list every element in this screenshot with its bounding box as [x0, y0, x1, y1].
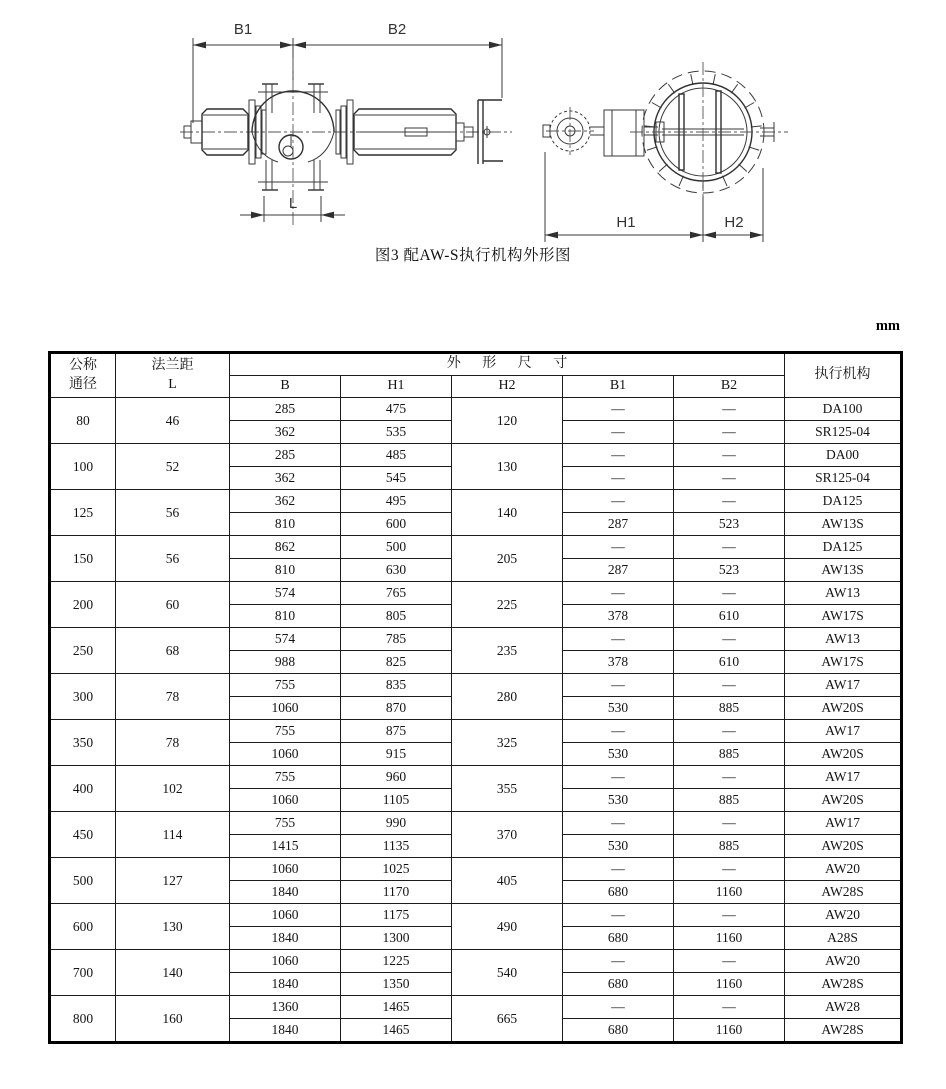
header-dn-line1: 公称: [69, 358, 97, 374]
dn-cell: 100: [50, 444, 116, 490]
h2-cell: 325: [452, 720, 563, 766]
h1-cell: 1175: [341, 904, 452, 927]
b1-cell: —: [563, 996, 674, 1019]
b-cell: 1060: [230, 697, 341, 720]
h2-cell: 405: [452, 858, 563, 904]
table-row: [50, 536, 902, 559]
b2-cell: 1160: [674, 973, 785, 996]
table-row: [50, 812, 902, 835]
h1-cell: 870: [341, 697, 452, 720]
table-row: [50, 720, 902, 743]
b1-cell: 680: [563, 1019, 674, 1043]
actuator-cell: AW28: [785, 996, 902, 1019]
actuator-cell: AW20: [785, 858, 902, 881]
dn-cell: 125: [50, 490, 116, 536]
b-cell: 810: [230, 605, 341, 628]
b1-cell: —: [563, 467, 674, 490]
b1-cell: 287: [563, 513, 674, 536]
actuator-cell: A28S: [785, 927, 902, 950]
actuator-cell: AW13: [785, 582, 902, 605]
b-cell: 755: [230, 766, 341, 789]
actuator-cell: AW17: [785, 720, 902, 743]
actuator-cell: AW20: [785, 904, 902, 927]
b2-cell: —: [674, 766, 785, 789]
b1-cell: —: [563, 812, 674, 835]
actuator-cell: AW17: [785, 812, 902, 835]
actuator-cell: AW28S: [785, 881, 902, 904]
flange-cell: 114: [116, 812, 230, 858]
dim-h2-label: H2: [724, 214, 744, 231]
table-row: [50, 858, 902, 881]
b1-cell: —: [563, 628, 674, 651]
table-row: [50, 398, 902, 421]
flange-cell: 127: [116, 858, 230, 904]
dim-b1-label: B1: [233, 21, 253, 38]
b2-cell: —: [674, 628, 785, 651]
b-cell: 1060: [230, 789, 341, 812]
h2-cell: 140: [452, 490, 563, 536]
b-cell: 362: [230, 467, 341, 490]
header-dn-line2: 通径: [69, 376, 97, 392]
actuator-cell: AW13S: [785, 513, 902, 536]
h1-cell: 765: [341, 582, 452, 605]
dn-cell: 400: [50, 766, 116, 812]
b1-cell: —: [563, 950, 674, 973]
b2-cell: —: [674, 720, 785, 743]
b1-cell: 680: [563, 927, 674, 950]
dn-cell: 500: [50, 858, 116, 904]
side-view-drawing: [180, 21, 512, 228]
h1-cell: 1300: [341, 927, 452, 950]
actuator-cell: AW17S: [785, 605, 902, 628]
actuator-cell: AW13S: [785, 559, 902, 582]
b-cell: 1840: [230, 1019, 341, 1043]
h2-cell: 235: [452, 628, 563, 674]
h1-cell: 1350: [341, 973, 452, 996]
figure-caption: 图3 配AW-S执行机构外形图: [374, 247, 572, 264]
b2-cell: —: [674, 674, 785, 697]
table-row: [50, 950, 902, 973]
b-cell: 755: [230, 674, 341, 697]
b-cell: 1060: [230, 743, 341, 766]
b2-cell: —: [674, 421, 785, 444]
dn-cell: 200: [50, 582, 116, 628]
h2-cell: 120: [452, 398, 563, 444]
b1-cell: —: [563, 490, 674, 513]
b2-cell: 885: [674, 697, 785, 720]
actuator-cell: SR125-04: [785, 467, 902, 490]
flange-cell: 52: [116, 444, 230, 490]
flange-cell: 160: [116, 996, 230, 1043]
dn-cell: 350: [50, 720, 116, 766]
h1-cell: 630: [341, 559, 452, 582]
b1-cell: —: [563, 398, 674, 421]
b1-cell: 530: [563, 697, 674, 720]
b1-cell: 378: [563, 651, 674, 674]
b1-cell: —: [563, 720, 674, 743]
b2-cell: 885: [674, 835, 785, 858]
b-cell: 574: [230, 628, 341, 651]
b-cell: 362: [230, 490, 341, 513]
flange-cell: 68: [116, 628, 230, 674]
actuator-cell: AW17S: [785, 651, 902, 674]
b-cell: 1840: [230, 881, 341, 904]
b1-cell: —: [563, 421, 674, 444]
b2-cell: —: [674, 444, 785, 467]
dim-l-label: L: [288, 195, 298, 212]
header-flange-line1: 法兰距: [151, 358, 194, 374]
flange-cell: 46: [116, 398, 230, 444]
dn-cell: 150: [50, 536, 116, 582]
actuator-cell: DA125: [785, 536, 902, 559]
actuator-cell: SR125-04: [785, 421, 902, 444]
dn-cell: 450: [50, 812, 116, 858]
header-nominal-diameter: [50, 353, 116, 398]
h1-cell: 825: [341, 651, 452, 674]
actuator-cell: AW28S: [785, 1019, 902, 1043]
b2-cell: 1160: [674, 927, 785, 950]
header-outline-dimensions: 外 形 尺 寸: [230, 353, 785, 376]
h1-cell: 1465: [341, 1019, 452, 1043]
flange-cell: 78: [116, 674, 230, 720]
b1-cell: 680: [563, 881, 674, 904]
h1-cell: 535: [341, 421, 452, 444]
b-cell: 862: [230, 536, 341, 559]
h1-cell: 990: [341, 812, 452, 835]
units-label: mm: [875, 318, 900, 334]
b1-cell: —: [563, 904, 674, 927]
b-cell: 988: [230, 651, 341, 674]
actuator-cell: AW28S: [785, 973, 902, 996]
flange-cell: 56: [116, 536, 230, 582]
end-view-drawing: [543, 62, 788, 242]
h1-cell: 545: [341, 467, 452, 490]
b-cell: 574: [230, 582, 341, 605]
b1-cell: 530: [563, 789, 674, 812]
actuator-cell: DA125: [785, 490, 902, 513]
h2-cell: 205: [452, 536, 563, 582]
b-cell: 285: [230, 444, 341, 467]
b-cell: 1840: [230, 927, 341, 950]
dn-cell: 800: [50, 996, 116, 1043]
h1-cell: 1170: [341, 881, 452, 904]
actuator-cell: AW20S: [785, 789, 902, 812]
h1-cell: 960: [341, 766, 452, 789]
b2-cell: —: [674, 996, 785, 1019]
b1-cell: —: [563, 536, 674, 559]
header-col-b: B: [230, 376, 341, 398]
b1-cell: 680: [563, 973, 674, 996]
table-row: [50, 628, 902, 651]
flange-cell: 56: [116, 490, 230, 536]
actuator-cell: DA100: [785, 398, 902, 421]
h1-cell: 835: [341, 674, 452, 697]
actuator-cell: AW17: [785, 766, 902, 789]
b-cell: 755: [230, 720, 341, 743]
actuator-cell: AW20: [785, 950, 902, 973]
table-row: [50, 996, 902, 1019]
h1-cell: 875: [341, 720, 452, 743]
b-cell: 810: [230, 513, 341, 536]
h2-cell: 665: [452, 996, 563, 1043]
b2-cell: —: [674, 582, 785, 605]
b1-cell: 287: [563, 559, 674, 582]
b2-cell: 1160: [674, 881, 785, 904]
table-header-row-1: [50, 353, 902, 376]
b2-cell: —: [674, 904, 785, 927]
h1-cell: 1025: [341, 858, 452, 881]
actuator-cell: DA00: [785, 444, 902, 467]
b2-cell: —: [674, 490, 785, 513]
dimensions-table: [48, 351, 903, 1044]
b2-cell: 523: [674, 513, 785, 536]
dim-h1-label: H1: [616, 214, 636, 231]
b2-cell: 885: [674, 789, 785, 812]
b2-cell: 610: [674, 651, 785, 674]
dn-cell: 80: [50, 398, 116, 444]
dim-b2-label: B2: [387, 21, 407, 38]
b2-cell: 523: [674, 559, 785, 582]
flange-cell: 102: [116, 766, 230, 812]
table-row: [50, 444, 902, 467]
header-col-b1: B1: [563, 376, 674, 398]
table-row: [50, 674, 902, 697]
b-cell: 1060: [230, 904, 341, 927]
b1-cell: 378: [563, 605, 674, 628]
b1-cell: —: [563, 444, 674, 467]
flange-cell: 140: [116, 950, 230, 996]
table-row: [50, 904, 902, 927]
dn-cell: 700: [50, 950, 116, 996]
b-cell: 1360: [230, 996, 341, 1019]
table-row: [50, 766, 902, 789]
b1-cell: —: [563, 766, 674, 789]
h2-cell: 540: [452, 950, 563, 996]
b-cell: 1840: [230, 973, 341, 996]
b2-cell: —: [674, 950, 785, 973]
b-cell: 285: [230, 398, 341, 421]
b1-cell: 530: [563, 835, 674, 858]
b-cell: 810: [230, 559, 341, 582]
flange-cell: 130: [116, 904, 230, 950]
header-flange-distance: [116, 353, 230, 398]
header-col-h2: H2: [452, 376, 563, 398]
h1-cell: 495: [341, 490, 452, 513]
h1-cell: 1105: [341, 789, 452, 812]
b2-cell: —: [674, 536, 785, 559]
h1-cell: 485: [341, 444, 452, 467]
b2-cell: —: [674, 812, 785, 835]
h1-cell: 500: [341, 536, 452, 559]
h2-cell: 490: [452, 904, 563, 950]
h1-cell: 475: [341, 398, 452, 421]
b2-cell: —: [674, 398, 785, 421]
table-row: [50, 490, 902, 513]
h2-cell: 355: [452, 766, 563, 812]
h2-cell: 130: [452, 444, 563, 490]
h1-cell: 805: [341, 605, 452, 628]
b2-cell: 610: [674, 605, 785, 628]
header-col-b2: B2: [674, 376, 785, 398]
b-cell: 362: [230, 421, 341, 444]
h2-cell: 225: [452, 582, 563, 628]
b1-cell: 530: [563, 743, 674, 766]
dn-cell: 250: [50, 628, 116, 674]
flange-cell: 78: [116, 720, 230, 766]
flange-cell: 60: [116, 582, 230, 628]
b1-cell: —: [563, 582, 674, 605]
actuator-cell: AW17: [785, 674, 902, 697]
h1-cell: 1225: [341, 950, 452, 973]
dn-cell: 600: [50, 904, 116, 950]
h2-cell: 280: [452, 674, 563, 720]
table-body: [50, 398, 902, 1043]
h1-cell: 785: [341, 628, 452, 651]
b-cell: 755: [230, 812, 341, 835]
b-cell: 1415: [230, 835, 341, 858]
dn-cell: 300: [50, 674, 116, 720]
b2-cell: 885: [674, 743, 785, 766]
figure-drawing: [0, 0, 946, 276]
table-row: [50, 582, 902, 605]
b1-cell: —: [563, 858, 674, 881]
b1-cell: —: [563, 674, 674, 697]
b2-cell: —: [674, 467, 785, 490]
h1-cell: 1465: [341, 996, 452, 1019]
header-flange-line2: L: [168, 376, 177, 392]
actuator-cell: AW20S: [785, 697, 902, 720]
h2-cell: 370: [452, 812, 563, 858]
h1-cell: 600: [341, 513, 452, 536]
h1-cell: 915: [341, 743, 452, 766]
header-actuator: 执行机构: [785, 353, 902, 398]
b2-cell: 1160: [674, 1019, 785, 1043]
header-col-h1: H1: [341, 376, 452, 398]
actuator-cell: AW20S: [785, 835, 902, 858]
actuator-cell: AW13: [785, 628, 902, 651]
b-cell: 1060: [230, 950, 341, 973]
b-cell: 1060: [230, 858, 341, 881]
actuator-cell: AW20S: [785, 743, 902, 766]
h1-cell: 1135: [341, 835, 452, 858]
b2-cell: —: [674, 858, 785, 881]
